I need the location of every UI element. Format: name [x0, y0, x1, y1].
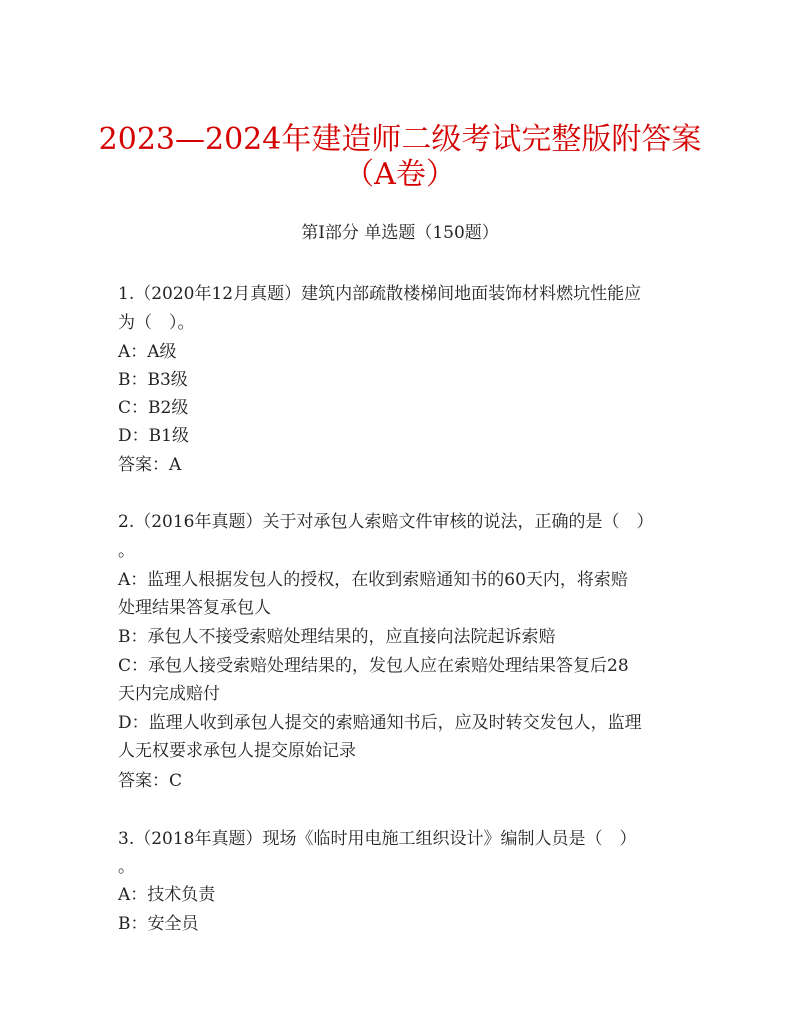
question-2-stem-line-2: 。	[118, 541, 135, 561]
question-2-option-b: B：承包人不接受索赔处理结果的，应直接向法院起诉索赔	[118, 627, 556, 647]
question-1-stem-line-1: 1.（2020年12月真题）建筑内部疏散楼梯间地面装饰材料燃坑性能应	[118, 284, 642, 304]
question-3-option-b: B：安全员	[118, 914, 199, 934]
question-3-stem-line-2: 。	[118, 857, 135, 877]
question-2-option-c-line-1: C：承包人接受索赔处理结果的，发包人应在索赔处理结果答复后28	[118, 656, 629, 676]
question-2-option-a-line-2: 处理结果答复承包人	[118, 598, 271, 618]
question-1-option-a: A：A级	[118, 342, 177, 362]
question-2-option-c-line-2: 天内完成赔付	[118, 684, 220, 704]
question-2-stem-line-1: 2.（2016年真题）关于对承包人索赔文件审核的说法，正确的是（ ）	[118, 512, 654, 532]
question-2-answer: 答案：C	[118, 771, 183, 791]
question-2-option-a-line-1: A：监理人根据发包人的授权，在收到索赔通知书的60天内，将索赔	[118, 570, 628, 590]
question-3-option-a: A：技术负责	[118, 885, 216, 905]
question-1-stem-line-2: 为（ ）。	[118, 313, 195, 333]
question-3-stem-line-1: 3.（2018年真题）现场《临时用电施工组织设计》编制人员是（ ）	[118, 829, 637, 849]
question-1-option-b: B：B3级	[118, 370, 188, 390]
question-1-option-d: D：B1级	[118, 426, 189, 446]
question-1-answer: 答案：A	[118, 455, 182, 475]
question-1-option-c: C：B2级	[118, 398, 189, 418]
document-title-line-2: （A卷）	[344, 157, 456, 192]
section-heading: 第I部分 单选题（150题）	[301, 223, 499, 243]
question-2-option-d-line-1: D：监理人收到承包人提交的索赔通知书后，应及时转交发包人，监理	[118, 713, 642, 733]
document-title-line-1: 2023—2024年建造师二级考试完整版附答案	[98, 122, 702, 157]
question-2-option-d-line-2: 人无权要求承包人提交原始记录	[118, 741, 356, 761]
